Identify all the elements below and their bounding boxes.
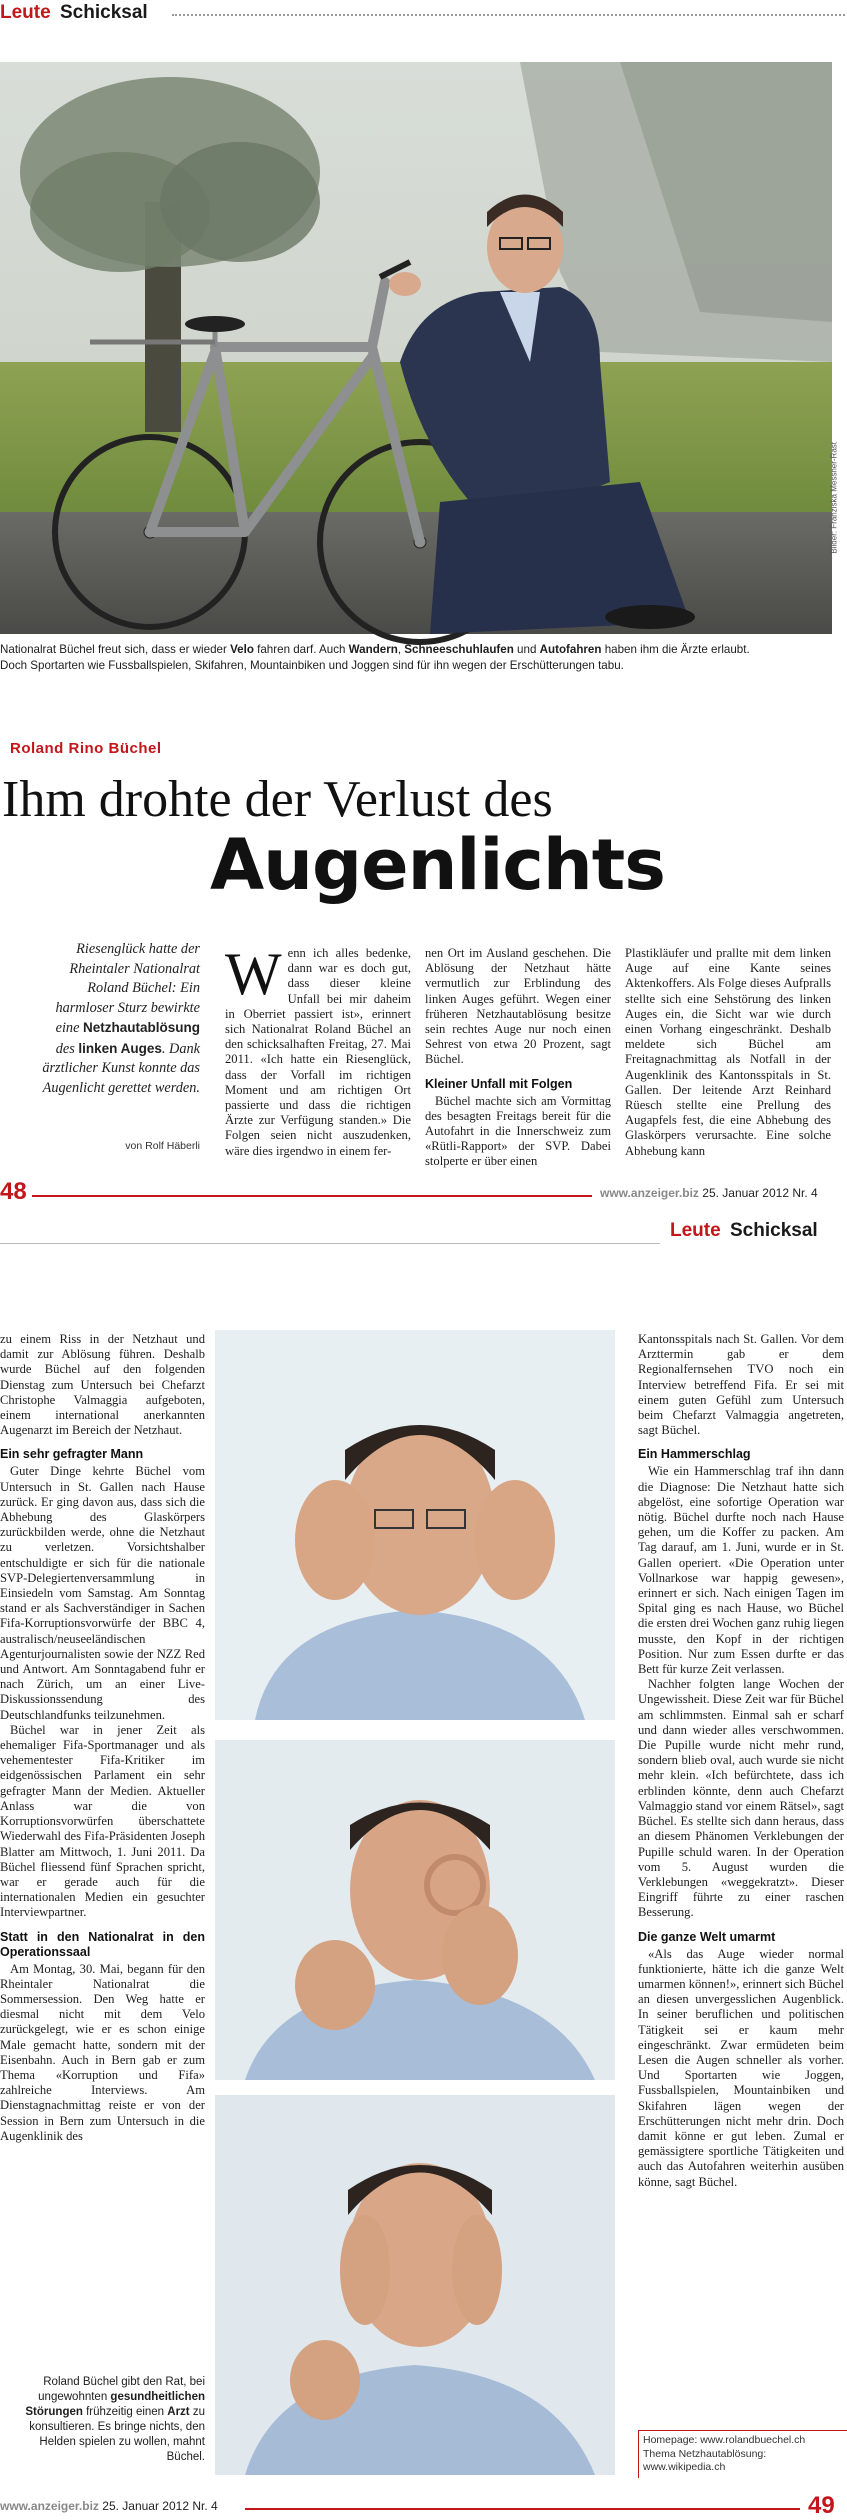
section-label: Leute (0, 2, 51, 23)
page-header-49 (0, 1218, 845, 1246)
info-box (638, 2430, 847, 2478)
caption-line-1: Nationalrat Büchel freut sich, dass er wieder Velo fahren darf. Auch Wandern, Schneeschuhlaufen und Autofahren haben ihm die Ärzte erlaubt. (0, 643, 750, 656)
portrait-photo-2 (215, 1740, 615, 2080)
topic-label-49: Schicksal (730, 1220, 818, 1241)
subhead-operationssaal: Statt in den Nationalrat in den Operationssaal (0, 1929, 205, 1959)
article-column-3: Plastikläufer und prallte mit dem linken Auge auf eine Kante seines Aktenkoffers. Als Folge dieses Aufpralls stellte sich eine Sehstörung des linken Auges ein, die Sicht war wie durch einen Vorhang eingeschränkt. Deshalb meldete sich Büchel am Freitagnachmittag als Notfall in der Augenklinik des Kantonsspitals in St. Gallen. Der leitende Arzt Reinhard Rüesch stellte eine Prellung des Augapfels fest, die eine Abhebung des Glaskörpers verursachte. Eine solche Abhebung kann (625, 946, 831, 1158)
article-column-p49-3: Kantonsspitals nach St. Gallen. Vor dem Arzttermin gab er dem Regionalfernsehen TVO noch ein Interview betreffend Fifa. Er sei mit einem guten Gefühl zum Untersuch beim Chefarzt Valmaggia angetreten, sagt Büchel. Ein Hammerschlag Wie ein Hammerschlag traf ihn dann die Diagnose: Die Netzhaut hatte sich abgelöst, eine sofortige Operation war nötig. Büchel durfte noch nach Hause gehen, um die Koffer zu packen. Am Tag darauf, am 1. Juni, wurde er in St. Gallen operiert. «Die Operation unter Vollnarkose war happig gewesen», erinnert er sich. Nach einigen Tagen im Spital ging es nach Hause, wo Büchel die ersten drei Wochen ganz ruhig liegen musste, den Kopf in der richtigen Position. Nur zum Essen durfte er das Bett für kurze Zeit verlassen. Nachher folgten lange Wochen der Ungewissheit. Diese Zeit war für Büchel am schlimmsten. Einmal sah er scharf und dann wieder alles verschwommen. Die Pupille wurde nicht mehr rund, sondern blieb oval, auch wurde sie nicht mehr klein. «Ich befürchtete, dass ich erblinden könnte, denn auch Chefarzt Valmaggio stand vor einem Rätsel», sagt Büchel. Es stellte sich dann heraus, dass an diesem Phänomen Verklebungen der Pupille schuld waren. In der Operation vom 5. August wurden die Verklebungen «weggekratzt». Dieser Eingriff führte zu einer raschen Besserung. Die ganze Welt umarmt «Als das Auge wieder normal funktionierte, hätte ich die ganze Welt umarmen können!», erinnert sich Büchel an diesen unvergesslichen Augenblick. In seiner beruflichen und politischen Tätigkeit sei er kaum mehr eingeschränkt. Zwar ermüdeten beim Lesen die Augen schneller als vorher. Und Sportarten wie Joggen, Fussballspielen, Mountainbiken und Skifahren lägen wegen der Erschütterungen nicht mehr drin. Doch damit könne er gut leben. Zumal er gemässigtere sportliche Tätigkeiten und auch das Autofahren weiterhin ausüben könne, sagt Büchel. (638, 1332, 844, 2189)
wikipedia-link[interactable]: www.wikipedia.ch (643, 2461, 726, 2473)
subhead-welt-umarmt: Die ganze Welt umarmt (638, 1929, 776, 1944)
subhead-hammerschlag: Ein Hammerschlag (638, 1447, 751, 1462)
byline: von Rolf Häberli (125, 1140, 200, 1152)
section-label-49: Leute (670, 1220, 721, 1241)
footer-rule (32, 1195, 592, 1197)
page-number-49: 49 (808, 2492, 835, 2519)
headline-line-1: Ihm drohte der Verlust des (2, 771, 553, 828)
portrait-caption: Roland Büchel gibt den Rat, bei ungewohnten gesundheitlichen Störungen frühzeitig einen Arzt zu konsultieren. Es bringe nichts, den Helden spielen zu wollen, mahnt Büchel. (25, 2376, 205, 2463)
page-header-top (0, 0, 845, 28)
headline-line-2: Augenlichts (210, 824, 665, 906)
header-dotted-rule (172, 14, 845, 16)
footer-meta: www.anzeiger.biz 25. Januar 2012 Nr. 4 (600, 1186, 818, 1200)
article-column-2: nen Ort im Ausland geschehen. Die Ablösung der Netzhaut hätte vermutlich zur Erblindung des linken Auges geführt. Wegen einer früheren Netzhautablösung besitze sein rechtes Auge nur noch einen Sehrest von etwa 20 Prozent, sagt Büchel. Kleiner Unfall mit Folgen Büchel machte sich am Vormittag des besagten Freitags bereit für die Autofahrt in die Innerschweiz zum «Rütli-Rapport» der SVP. Dabei stolperte er über einen (425, 946, 611, 1169)
page-number-48: 48 (0, 1178, 27, 1205)
topic-label: Schicksal (60, 2, 148, 23)
photo-caption (0, 642, 840, 673)
portrait-photo-1 (215, 1330, 615, 1720)
article-column-p49-1: zu einem Riss in der Netzhaut und damit zur Ablösung führen. Deshalb wurde Büchel auf den folgenden Dienstag zum Untersuch bei Chefarzt Christophe Valmaggia aufgeboten, einem international anerkannten Augenarzt im Bereich der Netzhaut. Ein sehr gefragter Mann Guter Dinge kehrte Büchel vom Untersuch in St. Gallen nach Hause zurück. Er ging davon aus, dass sich die Abhebung des Glaskörpers zurückbilden werde, ohne die Netzhaut zu verletzen. Vorsichtshalber entschuldigte er sich für die nationale SVP-Delegiertenversammlung in Einsiedeln vom Samstag. Am Sonntag stand er als Sachverständiger in Sachen Fifa-Korruptionsvorwürfe der BBC 4, australisch/neuseeländischen Agenturjournalisten sowie der NZZ Red und Antwort. Am Sonntagabend fuhr er nach Zürich, um an einer Live-Diskussionssendung des Deutschlandfunks teilzunehmen. Büchel war in jener Zeit als ehemaliger Fifa-Sportmanager und als vehementester Fifa-Kritiker im eidgenössischen Parlament ein sehr gefragter Mann der Medien. Aktueller Anlass war die von Korruptionsvorwürfen überschattete Wiederwahl des Fifa-Präsidenten Joseph Blatter am Mittwoch, 1. Juni 2011. Da Büchel fliessend fünf Sprachen spricht, war er gerade auch für die internationalen Medien ein gesuchter Interviewpartner. Statt in den Nationalrat in den Operationssaal Am Montag, 30. Mai, begann für den Rheintaler Nationalrat die Sommersession. Den Weg hatte er diesmal nicht mit dem Velo zurückgelegt, wie er es schon einige Male gemacht hatte, sondern mit der Eisenbahn. Auch in Bern gab er zum Thema «Korruption und Fifa» zahlreiche Interviews. Am Dienstagnachmittag reiste er von der Session in Bern zum Untersuch in die Augenklinik des (0, 1332, 205, 2143)
bicycle-photo-image (0, 62, 832, 634)
caption-line-2: Doch Sportarten wie Fussballspielen, Skifahren, Mountainbiken und Joggen sind für ihn wegen der Erschütterungen tabu. (0, 658, 624, 672)
subhead-kleiner-unfall: Kleiner Unfall mit Folgen (425, 1076, 573, 1091)
portrait-photo-3 (215, 2095, 615, 2475)
person-name: Roland Rino Büchel (10, 740, 162, 757)
subhead-gefragter-mann: Ein sehr gefragter Mann (0, 1447, 144, 1462)
footer-page-48 (0, 1178, 845, 1208)
photo-credit: Bilder: Franziska Messner-Rast (830, 442, 839, 554)
header-rule-49 (0, 1243, 660, 1244)
info-topic: Thema Netzhautablösung: (643, 2447, 767, 2460)
footer-rule-49 (245, 2508, 800, 2510)
article-column-1: Wenn ich alles bedenke, dann war es doch gut, dass dieser kleine Unfall bei mir daheim in Oberriet passiert ist», erinnert sich Nationalrat Roland Büchel an den schicksalhaften Freitag, 27. Mai 2011. «Ich hatte ein Riesenglück, dass der Vorfall im richtigen Moment und am richtigen Ort passierte und dass die richtigen Ärzte zur Verfügung standen.» Die Folgen seien nicht auszudenken, wäre dies irgendwo in einem fer- (225, 941, 411, 1158)
footer-page-49 (0, 2490, 845, 2520)
homepage-link[interactable]: Homepage: www.rolandbuechel.ch (643, 2434, 806, 2446)
footer-meta-49: www.anzeiger.biz 25. Januar 2012 Nr. 4 (0, 2499, 218, 2513)
lead-text: Riesenglück hatte der Rheintaler Nationalrat Roland Büchel: Ein harmloser Sturz bewirkte eine Netzhautablösung des linken Auges. Dank ärztlicher Kunst konnte das Augenlicht gerettet werden. (42, 941, 200, 1096)
bicycle-photo (0, 62, 839, 634)
drop-cap: W (225, 941, 282, 1007)
